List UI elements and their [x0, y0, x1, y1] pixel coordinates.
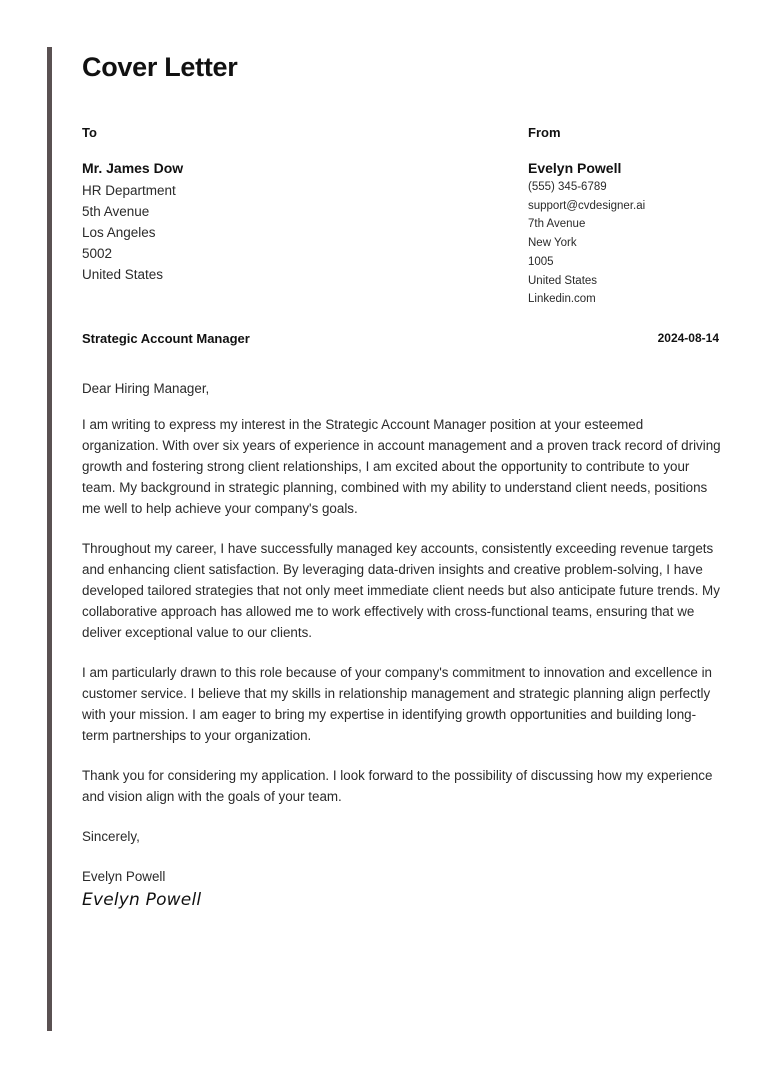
letter-subject: Strategic Account Manager — [82, 331, 250, 346]
sender-street: 7th Avenue — [528, 218, 586, 231]
recipient-line: 5002 — [82, 246, 113, 261]
to-heading: To — [82, 125, 97, 140]
body-paragraph: Throughout my career, I have successfully managed key accounts, consistently exceeding revenue targets and enhancing client satisfaction. By leveraging data-driven insights and creative problem-solving, I have developed tailored strategies that not only meet immediate client needs but also anticipate future trends. My collaborative approach has allowed me to work effectively with cross-functional teams, ensuring that we deliver exceptional value to our clients. — [82, 541, 720, 640]
sender-country: United States — [528, 274, 598, 287]
body-paragraph: I am particularly drawn to this role because of your company's commitment to innovation and excellence in customer service. I believe that my skills in relationship management and strategic planning align perfectly with your mission. I am eager to bring my expertise in identifying growth opportunities and building long-term partnerships to your organization. — [82, 665, 712, 743]
recipient-line: HR Department — [82, 183, 176, 198]
sender-phone: (555) 345-6789 — [528, 181, 607, 193]
handwritten-signature: Evelyn Powell — [82, 890, 202, 910]
sender-block — [528, 159, 645, 309]
letter-body — [82, 378, 722, 906]
sender-linkedin: Linkedin.com — [528, 293, 596, 306]
sender-email: support@cvdesigner.ai — [528, 199, 646, 212]
sender-city: New York — [528, 237, 577, 250]
body-paragraph: Thank you for considering my application. I look forward to the possibility of discussing how my experience and vision align with the goals of your team. — [82, 768, 713, 804]
recipient-block — [82, 159, 183, 285]
from-heading: From — [528, 125, 561, 140]
recipient-line: Los Angeles — [82, 225, 156, 240]
accent-bar — [47, 47, 52, 1031]
greeting: Dear Hiring Manager, — [82, 381, 210, 396]
recipient-line: 5th Avenue — [82, 204, 150, 219]
sender-zip: 1005 — [528, 255, 554, 268]
closing-name: Evelyn Powell — [82, 869, 166, 884]
letter-date: 2024-08-14 — [657, 331, 719, 345]
closing: Sincerely, — [82, 829, 140, 844]
recipient-line: United States — [82, 267, 164, 282]
page-title: Cover Letter — [82, 52, 238, 82]
sender-name: Evelyn Powell — [528, 160, 622, 176]
recipient-name: Mr. James Dow — [82, 160, 184, 176]
body-paragraph: I am writing to express my interest in the Strategic Account Manager position at your esteemed organization. With over six years of experience in account management and a proven track record of driving growth and fostering strong client relationships, I am excited about the opportunity to contribute to your team. My background in strategic planning, combined with my ability to understand client needs, positions me well to help achieve your company's goals. — [82, 417, 721, 516]
